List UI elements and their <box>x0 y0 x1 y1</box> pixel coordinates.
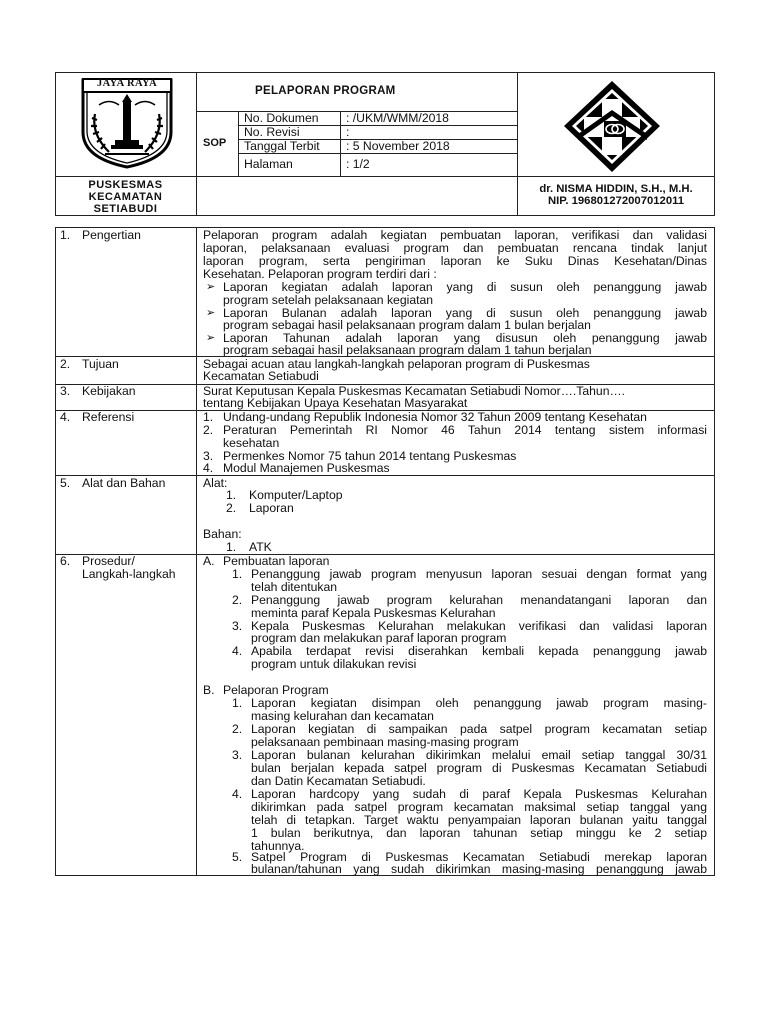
document-title: PELAPORAN PROGRAM <box>255 85 396 97</box>
list-text: dan Datin Kecamatan Setiabudi. <box>251 774 426 788</box>
list-number: 2. <box>232 593 243 607</box>
list-text: program dan melakukan paraf laporan program <box>251 631 507 645</box>
section-letter: B. <box>203 683 215 697</box>
logo-motto: JAYA RAYA <box>96 78 158 89</box>
list-number: 1. <box>226 488 237 502</box>
list-number: 3. <box>232 748 243 762</box>
list-text: Undang-undang Republik Indonesia Nomor 32 Tahun 2009 tentang Kesehatan <box>223 410 647 424</box>
meta-label: No. Dokumen <box>244 111 319 125</box>
bullet-text: Laporan Tahunan adalah laporan yang disusun oleh penanggung jawab <box>223 331 707 345</box>
list-number: 1. <box>226 540 237 554</box>
list-text: program untuk dilakukan revisi <box>251 657 417 671</box>
list-number: 1. <box>232 567 243 581</box>
arrow-bullet-icon: ➢ <box>206 281 216 293</box>
list-text: ATK <box>249 540 272 554</box>
puskesmas-logo <box>561 79 663 174</box>
list-text: Laporan <box>249 501 294 515</box>
meta-row-line <box>238 153 517 154</box>
list-number: 1. <box>232 696 243 710</box>
list-number: 4. <box>203 461 214 475</box>
meta-value: : /UKM/WMM/2018 <box>346 111 449 125</box>
list-text: Laporan kegiatan disimpan oleh penanggung jawab program masing- <box>251 696 707 710</box>
list-text: telah ditentukan <box>251 580 338 594</box>
header-divider-bottom <box>55 176 715 177</box>
list-text: kesehatan <box>223 436 280 450</box>
sop-label: SOP <box>203 137 227 149</box>
row-text: Surat Keputusan Kepala Puskesmas Kecamatan Setiabudi Nomor….Tahun…. <box>203 384 626 398</box>
list-text: Modul Manajemen Puskesmas <box>223 461 390 475</box>
row-text: Pelaporan program adalah kegiatan pembuatan laporan, verifikasi dan validasi <box>203 228 707 242</box>
list-number: 3. <box>232 619 243 633</box>
row-text: Kesehatan. Pelaporan program terdiri dari : <box>203 267 437 281</box>
meta-label: No. Revisi <box>244 125 300 139</box>
list-text: tahunnya. <box>251 839 305 853</box>
meta-value: : <box>346 125 350 139</box>
list-text: Apabila terdapat revisi diserahkan kembali kepada penanggung jawab <box>251 644 707 658</box>
list-number: 3. <box>203 449 214 463</box>
bullet-text: program sebagai hasil pelaksanaan program dalam 1 bulan berjalan <box>223 318 591 332</box>
bahan-label: Bahan: <box>203 527 242 541</box>
list-text: 1 bulan berikutnya, dan laporan tahunan setiap minggu ke 2 setiap <box>251 826 707 840</box>
list-text: meminta paraf Kepala Puskesmas Kelurahan <box>251 606 496 620</box>
list-text: Laporan bulanan kelurahan dikirimkan melalui email setiap tanggal 30/31 <box>251 748 707 762</box>
list-number: 4. <box>232 787 243 801</box>
arrow-bullet-icon: ➢ <box>206 307 216 319</box>
row-label: Pengertian <box>82 228 141 242</box>
list-text: bulanan/tahunan yang sudah dikirimkan masing-masing penanggung jawab <box>251 862 707 876</box>
list-text: Komputer/Laptop <box>249 488 343 502</box>
meta-label: Tanggal Terbit <box>244 139 320 153</box>
list-number: 1. <box>203 410 214 424</box>
list-text: masing kelurahan dan kecamatan <box>251 709 434 723</box>
header-divider-left <box>196 72 197 216</box>
org-name-line-1: PUSKESMAS <box>88 179 163 191</box>
row-text: laporan program, serta pengiriman laporan ke Suku Dinas Kesehatan/Dinas <box>203 254 707 268</box>
signatory-name: dr. NISMA HIDDIN, S.H., M.H. <box>539 183 693 195</box>
row-number: 5. <box>60 476 71 490</box>
list-text: Peraturan Pemerintah RI Nomor 46 Tahun 2014 tentang sistem informasi <box>223 423 707 437</box>
bullet-text: Laporan kegiatan adalah laporan yang di susun oleh penanggung jawab <box>223 280 707 294</box>
meta-value: : 5 November 2018 <box>346 139 450 153</box>
signatory-nip: NIP. 196801272007012011 <box>547 195 685 207</box>
sop-divider <box>238 111 239 176</box>
row-divider <box>55 554 715 555</box>
section-title: Pelaporan Program <box>223 683 329 697</box>
meta-divider <box>340 111 341 176</box>
row-number: 2. <box>60 357 71 371</box>
list-text: dikirimkan pada satpel program kecamatan maksimal setiap tanggal yang <box>251 800 707 814</box>
list-text: Penanggung jawab program menyusun laporan sesuai dengan format yang <box>251 567 707 581</box>
list-text: Satpel Program di Puskesmas Kecamatan Setiabudi merekap laporan <box>251 850 707 864</box>
row-label-cont: Langkah-langkah <box>82 567 176 581</box>
list-number: 2. <box>203 423 214 437</box>
row-text: laporan, pelaksanaan evaluasi program dan pembuatan rencana tindak lanjut <box>203 241 707 255</box>
row-number: 1. <box>60 228 71 242</box>
list-number: 5. <box>232 850 243 864</box>
list-text: pelaksanaan pembinaan masing-masing program <box>251 735 519 749</box>
org-name-line-2: KECAMATAN <box>88 191 163 203</box>
list-number: 4. <box>232 644 243 658</box>
meta-value: : 1/2 <box>346 157 370 171</box>
row-label: Prosedur/ <box>82 554 135 568</box>
content-col-divider <box>196 227 197 876</box>
jaya-raya-logo <box>75 74 179 170</box>
meta-label: Halaman <box>244 157 293 171</box>
row-text: tentang Kebijakan Upaya Kesehatan Masyarakat <box>203 396 468 410</box>
bullet-text: program sebagai hasil pelaksanaan program dalam 1 tahun berjalan <box>223 343 592 357</box>
row-number: 6. <box>60 554 71 568</box>
row-number: 4. <box>60 410 71 424</box>
row-label: Kebijakan <box>82 384 136 398</box>
arrow-bullet-icon: ➢ <box>206 332 216 344</box>
list-text: bulan berjalan kepada satpel program di Puskesmas Kecamatan Setiabudi <box>251 761 707 775</box>
list-text: Laporan hardcopy yang sudah di paraf Kepala Puskesmas Kelurahan <box>251 787 707 801</box>
bullet-text: Laporan Bulanan adalah laporan yang di susun oleh penanggung jawab <box>223 306 707 320</box>
alat-label: Alat: <box>203 476 228 490</box>
bullet-text: program setelah pelaksanaan kegiatan <box>223 293 434 307</box>
row-text: Sebagai acuan atau langkah-langkah pelaporan program di Puskesmas <box>203 357 590 371</box>
row-label: Alat dan Bahan <box>82 476 166 490</box>
row-text: Kecamatan Setiabudi <box>203 369 319 383</box>
list-number: 2. <box>232 722 243 736</box>
row-label: Referensi <box>82 410 135 424</box>
list-number: 2. <box>226 501 237 515</box>
list-text: telah di tetapkan. Target waktu penyampaian laporan bulanan yaitu tanggal <box>251 813 707 827</box>
section-title: Pembuatan laporan <box>223 554 330 568</box>
row-label: Tujuan <box>82 357 119 371</box>
org-name-line-3: SETIABUDI <box>93 203 158 215</box>
row-number: 3. <box>60 384 71 398</box>
list-text: Kepala Puskesmas Kelurahan melakukan verifikasi dan validasi laporan <box>251 619 707 633</box>
list-text: Penanggung jawab program kelurahan menandatangani laporan dan <box>251 593 707 607</box>
list-text: Permenkes Nomor 75 tahun 2014 tentang Puskesmas <box>223 449 517 463</box>
section-letter: A. <box>203 554 215 568</box>
list-text: Laporan kegiatan di sampaikan pada satpel program kecamatan setiap <box>251 722 707 736</box>
